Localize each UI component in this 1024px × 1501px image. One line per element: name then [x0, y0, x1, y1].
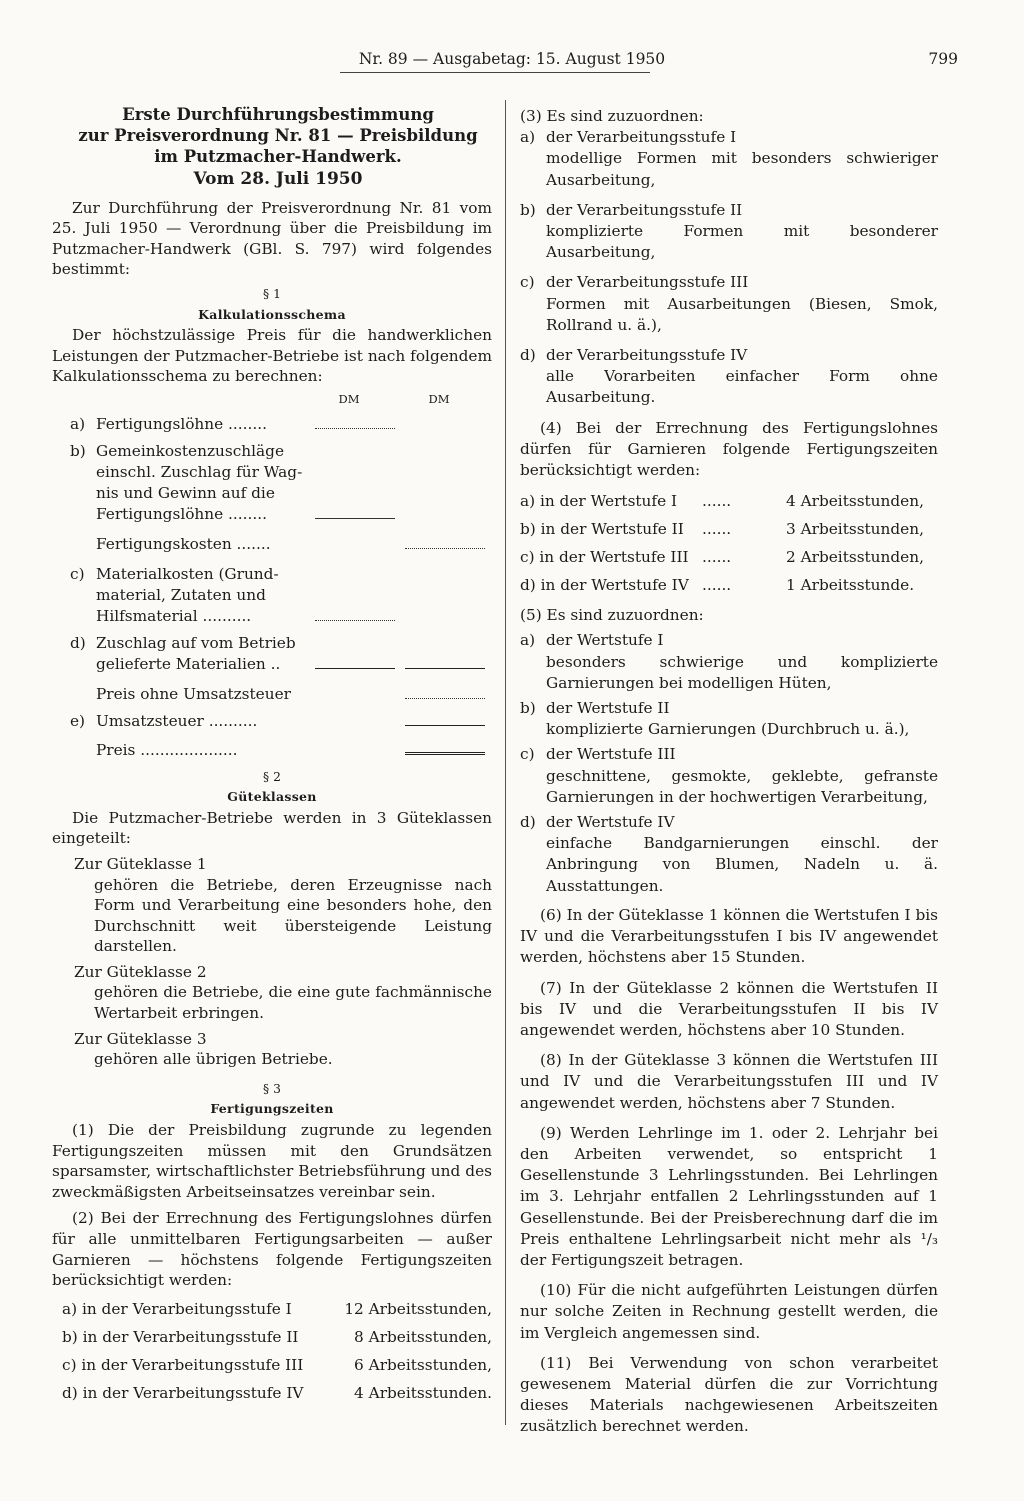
class-1-text: gehören die Betriebe, deren Erzeugnisse nach Form und Verarbeitung eine besonders hohe, den Durchschnitt weit übersteigende Leistung darstellen.	[94, 875, 492, 956]
amount-line	[315, 504, 395, 519]
section-2-text: Die Putzmacher-Betriebe werden in 3 Güteklassen eingeteilt:	[52, 808, 492, 848]
para-11: (11) Bei Verwendung von schon verarbeitet gewesenem Material dürfen die zur Vorrichtung dieses Materials nachgewiesenen Arbeitszeiten zusätzlich berechnet werden.	[520, 1353, 938, 1436]
para-3-item-a: a) der Verarbeitungsstufe I modellige Formen mit besonders schwieriger Ausarbeitung,	[520, 128, 938, 189]
amount-line	[315, 414, 395, 429]
garnish-hours-c: c) in der Wertstufe III ...... 2 Arbeitsstunden,	[520, 548, 924, 567]
class-3-text: gehören alle übrigen Betriebe.	[94, 1050, 333, 1069]
section-1-heading: § 1	[263, 286, 281, 301]
calc-currency-header: DM DM	[338, 391, 450, 406]
section-1-text: Der höchstzulässige Preis für die handwerklichen Leistungen der Putzmacher-Betriebe ist nach folgendem Kalkulationsschema zu berechnen:	[52, 326, 492, 386]
section-3-subheading: Fertigungszeiten	[210, 1101, 334, 1117]
issue-line: Nr. 89 — Ausgabetag: 15. August 1950	[358, 50, 666, 68]
section-3-para-1: (1) Die der Preisbildung zugrunde zu legenden Fertigungszeiten müssen mit den Grundsätzen sparsamster, wirtschaftlichster Betriebsführung und des zweckmäßigsten Arbeitseinsatzes vereinbar sein.	[52, 1121, 492, 1201]
amount-line	[315, 654, 395, 669]
page-number: 799	[928, 50, 958, 68]
para-4: (4) Bei der Errechnung des Fertigungslohnes dürfen für Garnieren folgende Fertigungszeiten berücksichtigt werden:	[520, 418, 938, 480]
garnish-hours-d: d) in der Wertstufe IV ...... 1 Arbeitsstunde.	[520, 576, 915, 595]
garnish-hours-list	[520, 487, 938, 599]
para-3-item-c: c) der Verarbeitungsstufe III Formen mit Ausarbeitungen (Biesen, Smok, Rollrand u. ä.),	[520, 273, 938, 334]
page-header	[0, 50, 1024, 74]
class-1-heading: Zur Güteklasse 1	[74, 854, 207, 873]
intro-paragraph: Zur Durchführung der Preisverordnung Nr. 81 vom 25. Juli 1950 — Verordnung über die Preisbildung im Putzmacher-Handwerk (GBl. S. 797) wird folgendes bestimmt:	[52, 198, 492, 279]
section-1-subheading: Kalkulationsschema	[198, 306, 346, 322]
para-7: (7) In der Güteklasse 2 können die Wertstufen II bis IV und die Verarbeitungsstufen II bis IV angewendet werden, höchstens aber 10 Stunden.	[520, 978, 938, 1039]
amount-line	[405, 684, 485, 699]
calc-row-preis: Preis ....................	[52, 738, 492, 761]
para-3-item-b: b) der Verarbeitungsstufe II komplizierte Formen mit besonderer Ausarbeitung,	[520, 200, 938, 262]
document-date: Vom 28. Juli 1950	[193, 169, 363, 189]
para-3-intro: (3) Es sind zuzuordnen:	[520, 107, 704, 125]
para-5-intro: (5) Es sind zuzuordnen:	[520, 606, 704, 625]
header-rule	[340, 72, 650, 73]
calc-row-fertigungskosten: Fertigungskosten .......	[52, 534, 492, 555]
amount-line	[405, 738, 485, 755]
para-10: (10) Für die nicht aufgeführten Leistungen dürfen nur solche Zeiten in Rechnung gestellt werden, die im Vergleich angemessen sind.	[520, 1281, 938, 1342]
class-3-heading: Zur Güteklasse 3	[74, 1029, 207, 1048]
document-title: Erste Durchführungsbestimmung zur Preisverordnung Nr. 81 — Preisbildung im Putzmacher-Handwerk.	[78, 105, 478, 166]
section-2-heading: § 2	[263, 769, 281, 784]
amount-line	[405, 534, 485, 549]
para-9: (9) Werden Lehrlinge im 1. oder 2. Lehrjahr bei den Arbeiten verwendet, so entspricht 1 Gesellenstunde 3 Lehrlingsstunden. Bei Lehrlingen im 3. Lehrjahr entfallen 2 Lehrlingsstunden auf 1 Gesellenstunde. Bei der Preisberechnung darf die im Preis enthaltene Lehrlingsarbeit nicht mehr als ¹/₃ der Fertigungszeit betragen.	[520, 1123, 938, 1269]
garnish-hours-b: b) in der Wertstufe II ...... 3 Arbeitsstunden,	[520, 520, 924, 539]
para-6: (6) In der Güteklasse 1 können die Wertstufen I bis IV und die Verarbeitungsstufen I bis IV angewendet werden, höchstens aber 15 Stunden.	[520, 905, 938, 967]
left-column	[52, 104, 492, 1407]
calc-row-e: e) Umsatzsteuer ..........	[52, 711, 492, 732]
class-2-text: gehören die Betriebe, die eine gute fachmännische Wertarbeit erbringen.	[94, 983, 492, 1023]
calc-schema	[52, 414, 492, 761]
calc-row-preis-ohne-ust: Preis ohne Umsatzsteuer	[52, 684, 492, 705]
calc-row-c: c) Materialkosten (Grund- material, Zutaten und Hilfsmaterial ..........	[52, 564, 492, 627]
amount-line	[405, 654, 485, 669]
para-5-item-a: a) der Wertstufe I besonders schwierige und komplizierte Garnierungen bei modelligen Hüten,	[520, 631, 938, 692]
processing-hours-c: c) in der Verarbeitungsstufe III 6 Arbeitsstunden,	[62, 1355, 492, 1374]
para-8: (8) In der Güteklasse 3 können die Wertstufen III und IV und die Verarbeitungsstufen III und IV angewendet werden, höchstens aber 7 Stunden.	[520, 1051, 938, 1112]
processing-hours-list	[52, 1295, 492, 1407]
amount-line	[315, 606, 395, 621]
para-3-item-d: d) der Verarbeitungsstufe IV alle Vorarbeiten einfacher Form ohne Ausarbeitung.	[520, 346, 938, 407]
column-divider	[505, 100, 506, 1425]
para-5-item-c: c) der Wertstufe III geschnittene, gesmokte, geklebte, gefranste Garnierungen in der hochwertigen Verarbeitung,	[520, 745, 938, 806]
para-5-item-b: b) der Wertstufe II komplizierte Garnierungen (Durchbruch u. ä.),	[520, 699, 910, 739]
garnish-hours-a: a) in der Wertstufe I ...... 4 Arbeitsstunden,	[520, 492, 924, 511]
calc-row-b: b) Gemeinkostenzuschläge einschl. Zuschlag für Wag- nis und Gewinn auf die Fertigungslöhne ........	[52, 441, 492, 525]
calc-row-d: d) Zuschlag auf vom Betrieb gelieferte Materialien ..	[52, 633, 492, 675]
para-5-item-d: d) der Wertstufe IV einfache Bandgarnierungen einschl. der Anbringung von Blumen, Nadeln u. ä. Ausstattungen.	[520, 813, 938, 895]
section-2-subheading: Güteklassen	[227, 789, 317, 805]
right-column	[520, 106, 938, 1438]
section-3-heading: § 3	[263, 1081, 281, 1096]
processing-hours-b: b) in der Verarbeitungsstufe II 8 Arbeitsstunden,	[62, 1327, 492, 1346]
processing-hours-d: d) in der Verarbeitungsstufe IV 4 Arbeitsstunden.	[62, 1383, 492, 1402]
amount-line	[405, 711, 485, 726]
calc-row-a: a) Fertigungslöhne ........	[52, 414, 492, 435]
class-2-heading: Zur Güteklasse 2	[74, 962, 207, 981]
processing-hours-a: a) in der Verarbeitungsstufe I 12 Arbeitsstunden,	[62, 1299, 492, 1318]
section-3-para-2: (2) Bei der Errechnung des Fertigungslohnes dürfen für alle unmittelbaren Fertigungsarbeiten — außer Garnieren — höchstens folgende Fertigungszeiten berücksichtigt werden:	[52, 1209, 492, 1290]
